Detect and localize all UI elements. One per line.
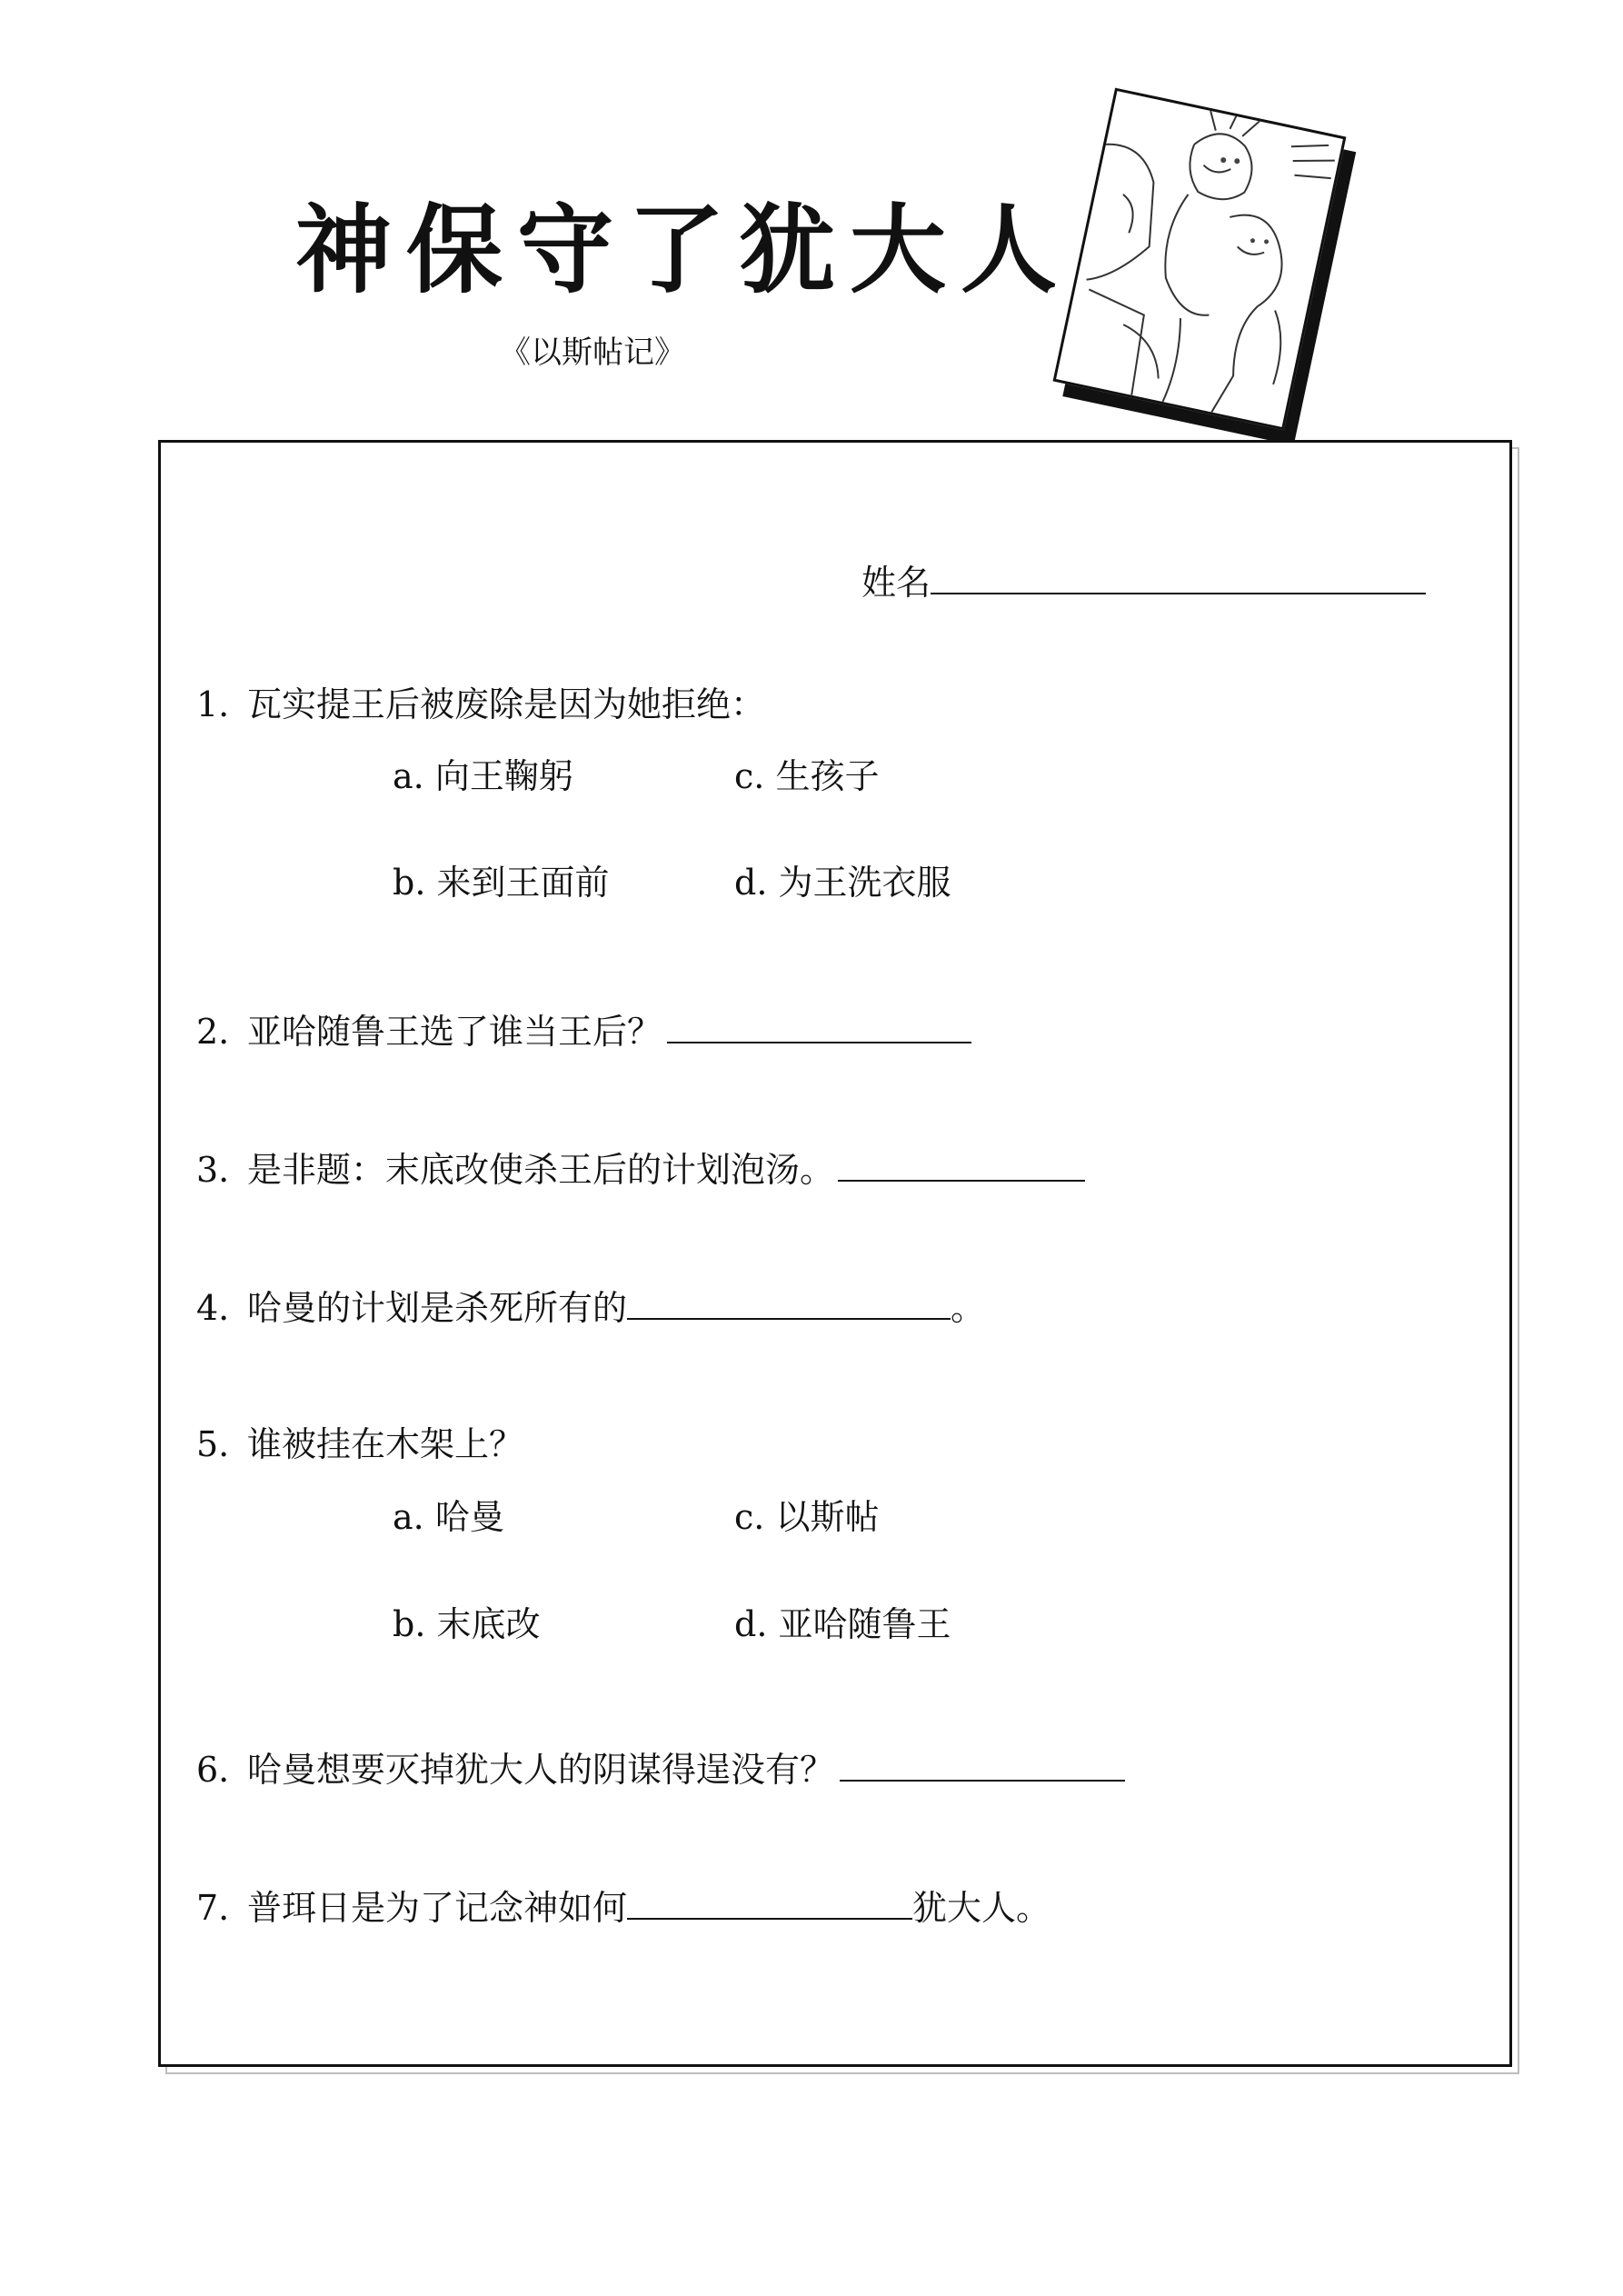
option-d[interactable]: d. 亚哈随鲁王 [734, 1604, 951, 1644]
option-c[interactable]: c. 以斯帖 [734, 1497, 880, 1537]
question-5 [196, 1424, 524, 1464]
question-number: 2. [196, 1012, 230, 1052]
option-a[interactable]: a. 向王鞠躬 [393, 756, 573, 796]
question-number: 1. [196, 684, 230, 724]
question-number: 6. [196, 1750, 230, 1790]
answer-blank[interactable] [840, 1749, 1125, 1782]
option-b[interactable]: b. 来到王面前 [393, 863, 610, 903]
option-a[interactable]: a. 哈曼 [393, 1497, 504, 1537]
question-6 [196, 1749, 1125, 1790]
answer-blank[interactable] [667, 1011, 971, 1043]
page-subtitle: 《以斯帖记》 [500, 334, 685, 371]
question-number: 7. [196, 1888, 230, 1928]
question-text: 是非题：末底改使杀王后的计划泡汤。 [247, 1150, 835, 1190]
answer-blank[interactable] [838, 1149, 1085, 1182]
question-number: 3. [196, 1150, 230, 1190]
answer-blank[interactable] [627, 1887, 912, 1920]
question-text: 哈曼想要灭掉犹大人的阴谋得逞没有？ [247, 1750, 835, 1790]
question-text: 普珥日是为了记念神如何 [247, 1888, 628, 1928]
question-text: 亚哈随鲁王选了谁当王后？ [247, 1012, 662, 1052]
option-c[interactable]: c. 生孩子 [734, 756, 880, 796]
page-title: 神保守了犹大人 [295, 193, 1071, 306]
question-7 [196, 1887, 1051, 1928]
question-1 [196, 684, 766, 724]
question-number: 5. [196, 1424, 230, 1464]
question-number: 4. [196, 1288, 230, 1328]
answer-blank[interactable] [627, 1287, 951, 1320]
question-text-end: 犹大人。 [912, 1888, 1051, 1928]
question-text-end: 。 [951, 1288, 986, 1328]
question-3 [196, 1149, 1085, 1190]
story-illustration [1053, 88, 1347, 431]
option-b[interactable]: b. 末底改 [393, 1604, 541, 1644]
question-2 [196, 1011, 971, 1052]
name-row [861, 562, 1426, 603]
name-label: 姓名 [861, 563, 931, 603]
question-4 [196, 1287, 986, 1328]
question-text: 瓦实提王后被废除是因为她拒绝： [247, 684, 766, 724]
option-d[interactable]: d. 为王洗衣服 [734, 863, 951, 903]
question-text: 谁被挂在木架上？ [247, 1424, 524, 1464]
question-text: 哈曼的计划是杀死所有的 [247, 1288, 628, 1328]
name-field[interactable] [931, 562, 1426, 594]
